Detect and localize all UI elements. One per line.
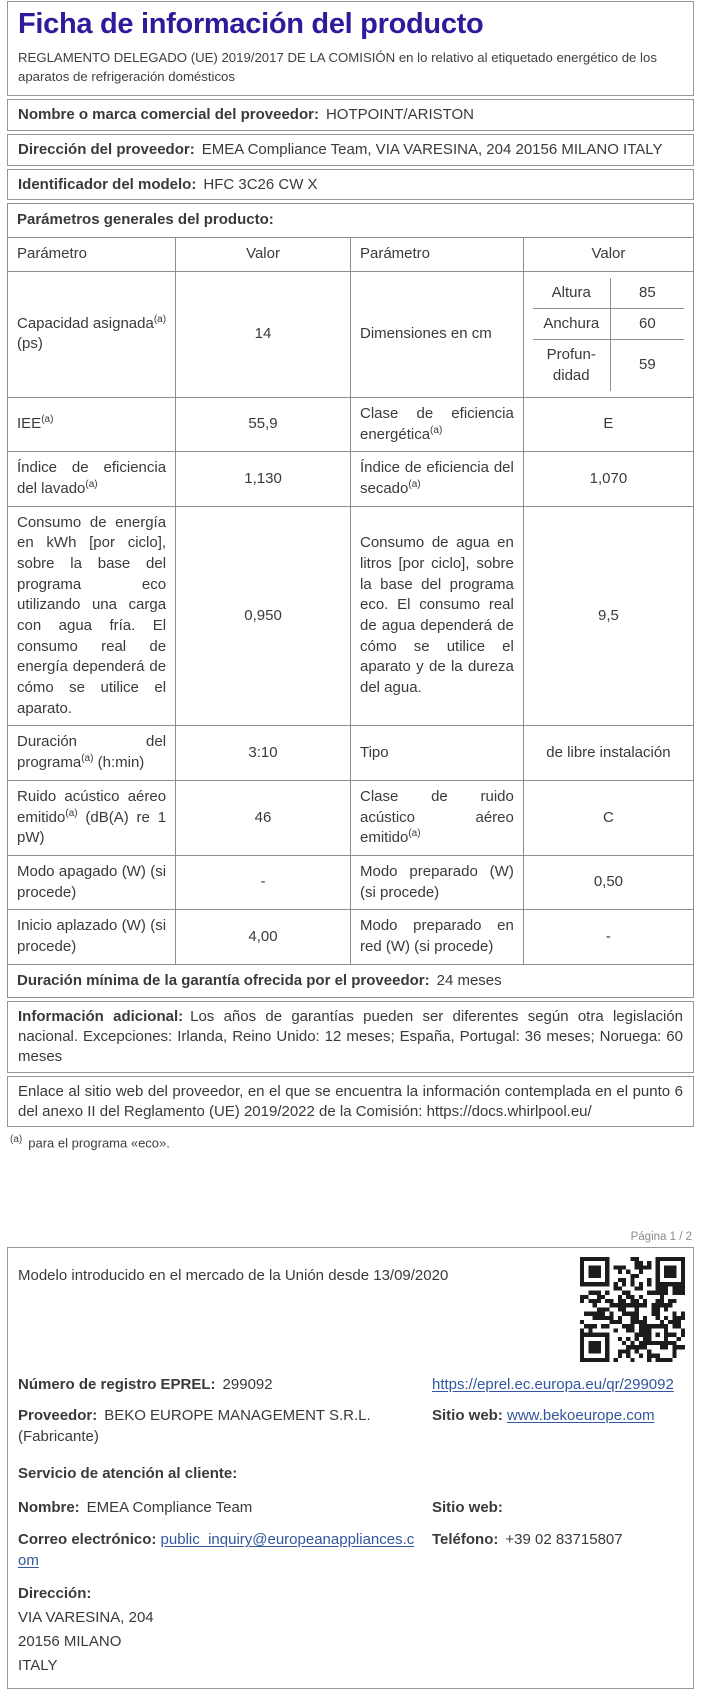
customer-service-title: Servicio de atención al cliente: xyxy=(18,1464,238,1482)
eprel-number: 299092 xyxy=(222,1375,273,1393)
supplier-brand-value: HOTPOINT/ARISTON xyxy=(325,106,475,124)
table-row-noise xyxy=(8,780,694,855)
noise-label: Ruido acústico aéreo emitido$^{(a)}$ (dB(A) re 1 pW) xyxy=(8,780,176,855)
section-title: Parámetros generales del producto: xyxy=(8,204,694,238)
wash-index-value: 1,130 xyxy=(176,452,351,506)
standby-mode-label: Modo preparado (W) (si procede) xyxy=(350,855,523,909)
noise-class-value: C xyxy=(523,780,693,855)
page-title: Ficha de información del producto xyxy=(18,8,484,40)
wash-index-label: Índice de eficiencia del lavado$^{(a)}$ xyxy=(8,452,176,506)
table-row-capacity xyxy=(8,271,694,397)
address-line-3: ITALY xyxy=(18,1657,58,1675)
model-identifier-value: HFC 3C26 CW X xyxy=(203,175,318,193)
website2-label: Sitio web: xyxy=(432,1499,503,1517)
networked-standby-value: - xyxy=(523,910,693,964)
table-row-duration-type xyxy=(8,726,694,780)
warranty-row xyxy=(8,964,694,998)
header-parametro-2: Parámetro xyxy=(350,238,523,272)
additional-info-row xyxy=(7,1001,694,1072)
dim-width-value: 60 xyxy=(611,309,684,340)
provider-link-text: Enlace al sitio web del proveedor, en el que se encuentra la información contemplada en el punto 6 del anexo II del Reglamento (UE) 2019/2022 de la Comisión: xyxy=(18,1082,683,1120)
header-valor-1: Valor xyxy=(176,238,351,272)
iee-value: 55,9 xyxy=(176,397,351,451)
dimensions-subtable xyxy=(523,271,693,397)
regulation-subtitle: REGLAMENTO DELEGADO (UE) 2019/2017 DE LA COMISIÓN en lo relativo al etiquetado energético de los aparatos de refrigeración domésticos xyxy=(18,49,657,84)
off-mode-value: - xyxy=(176,855,351,909)
table-row-delay-network xyxy=(8,910,694,964)
table-header-row xyxy=(8,238,694,272)
model-identifier-label: Identificador del modelo: xyxy=(18,175,197,193)
standby-mode-value: 0,50 xyxy=(523,855,693,909)
model-identifier-row xyxy=(7,169,694,201)
qr-code-icon xyxy=(580,1257,685,1362)
provider-website-link[interactable]: www.bekoeurope.com xyxy=(507,1407,655,1425)
additional-info-label: Información adicional: xyxy=(18,1008,184,1026)
table-row-efficiency-index xyxy=(8,452,694,506)
type-value: de libre instalación xyxy=(523,726,693,780)
contact-name-label: Nombre: xyxy=(18,1499,80,1517)
supplier-address-value: EMEA Compliance Team, VIA VARESINA, 204 20156 MILANO ITALY xyxy=(201,140,663,158)
email-link[interactable]: public_inquiry@europeanappliances.com xyxy=(18,1531,415,1569)
provider-label: Proveedor: xyxy=(18,1407,98,1425)
section-title-row xyxy=(8,204,694,238)
delayed-start-label: Inicio aplazado (W) (si procede) xyxy=(8,910,176,964)
contact-name-value: EMEA Compliance Team xyxy=(86,1499,253,1517)
email-label: Correo electrónico: xyxy=(18,1531,157,1549)
noise-value: 46 xyxy=(176,780,351,855)
eprel-row xyxy=(18,1375,683,1396)
delayed-start-value: 4,00 xyxy=(176,910,351,964)
dim-depth-value: 59 xyxy=(638,356,656,374)
dry-index-label: Índice de eficiencia del secado$^{(a)}$ xyxy=(350,452,523,506)
warranty-label: Duración mínima de la garantía ofrecida por el proveedor: xyxy=(17,971,430,989)
eprel-label: Número de registro EPREL: xyxy=(18,1375,216,1393)
energy-class-label: Clase de eficiencia energética$^{(a)}$ xyxy=(350,397,523,451)
dim-depth-label: Profun-didad xyxy=(533,340,611,391)
provider-value: BEKO EUROPE MANAGEMENT S.R.L. (Fabricante) xyxy=(18,1407,371,1446)
type-label: Tipo xyxy=(350,726,523,780)
header-parametro-1: Parámetro xyxy=(8,238,176,272)
address-line-1: VIA VARESINA, 204 xyxy=(18,1609,154,1627)
phone-label: Teléfono: xyxy=(432,1531,499,1549)
capacity-label: Capacidad asignada$^{(a)}$ (ps) xyxy=(8,271,176,397)
provider-link-url: https://docs.whirlpool.eu/ xyxy=(426,1102,592,1120)
water-consumption-value: 9,5 xyxy=(523,506,693,726)
contact-name-row xyxy=(18,1498,683,1519)
water-consumption-label: Consumo de agua en litros [por ciclo], sobre la base del programa eco. El consumo real de agua dependerá de cómo se utilice el aparato y de la dureza del agua. xyxy=(350,506,523,726)
address-block xyxy=(18,1582,683,1678)
footnote-marker: (a) xyxy=(10,1134,23,1146)
networked-standby-label: Modo preparado en red (W) (si procede) xyxy=(350,910,523,964)
bottom-info-box xyxy=(7,1247,694,1689)
provider-row xyxy=(18,1406,683,1447)
dim-width-label: Anchura xyxy=(533,309,611,340)
title-box xyxy=(7,1,694,96)
energy-consumption-label: Consumo de energía en kWh [por ciclo], sobre la base del programa eco utilizando una carga con agua fría. El consumo real de energía dependerá de cómo se utilice el aparato. xyxy=(8,506,176,726)
footnote xyxy=(10,1134,694,1150)
program-duration-value: 3:10 xyxy=(176,726,351,780)
energy-class-value: E xyxy=(523,397,693,451)
general-parameters-table xyxy=(7,203,694,998)
address-label: Dirección: xyxy=(18,1585,92,1603)
provider-link-row xyxy=(7,1076,694,1128)
market-entry-text: Modelo introducido en el mercado de la Unión desde 13/09/2020 xyxy=(18,1266,449,1284)
supplier-brand-row xyxy=(7,99,694,131)
dimensions-label: Dimensiones en cm xyxy=(350,271,523,397)
supplier-address-label: Dirección del proveedor: xyxy=(18,140,195,158)
header-valor-2: Valor xyxy=(523,238,693,272)
dim-height-label: Altura xyxy=(533,278,611,309)
energy-consumption-value: 0,950 xyxy=(176,506,351,726)
warranty-value: 24 meses xyxy=(436,971,502,989)
dry-index-value: 1,070 xyxy=(523,452,693,506)
address-line-2: 20156 MILANO xyxy=(18,1633,122,1651)
email-phone-row xyxy=(18,1530,683,1571)
iee-label: IEE$^{(a)}$ xyxy=(8,397,176,451)
additional-info-text: Los años de garantías pueden ser diferentes según otra legislación nacional. Excepciones: Irlanda, Reino Unido: 12 meses; España, Portugal: 36 meses; Noruega: 60 meses xyxy=(18,1008,683,1065)
noise-class-label: Clase de ruido acústico aéreo emitido$^{(a)}$ xyxy=(350,780,523,855)
table-row-iee xyxy=(8,397,694,451)
website-label: Sitio web: xyxy=(432,1407,503,1425)
page-indicator: Página 1 / 2 xyxy=(630,1230,692,1243)
off-mode-label: Modo apagado (W) (si procede) xyxy=(8,855,176,909)
table-row-consumption xyxy=(8,506,694,726)
footnote-text: para el programa «eco». xyxy=(28,1135,170,1151)
capacity-value: 14 xyxy=(176,271,351,397)
program-duration-label: Duración del programa$^{(a)}$ (h:min) xyxy=(8,726,176,780)
eprel-link[interactable]: https://eprel.ec.europa.eu/qr/299092 xyxy=(432,1375,674,1393)
dim-height-value: 85 xyxy=(611,278,684,309)
supplier-brand-label: Nombre o marca comercial del proveedor: xyxy=(18,106,319,124)
phone-value: +39 02 83715807 xyxy=(505,1531,623,1549)
table-row-off-standby xyxy=(8,855,694,909)
supplier-address-row xyxy=(7,134,694,166)
